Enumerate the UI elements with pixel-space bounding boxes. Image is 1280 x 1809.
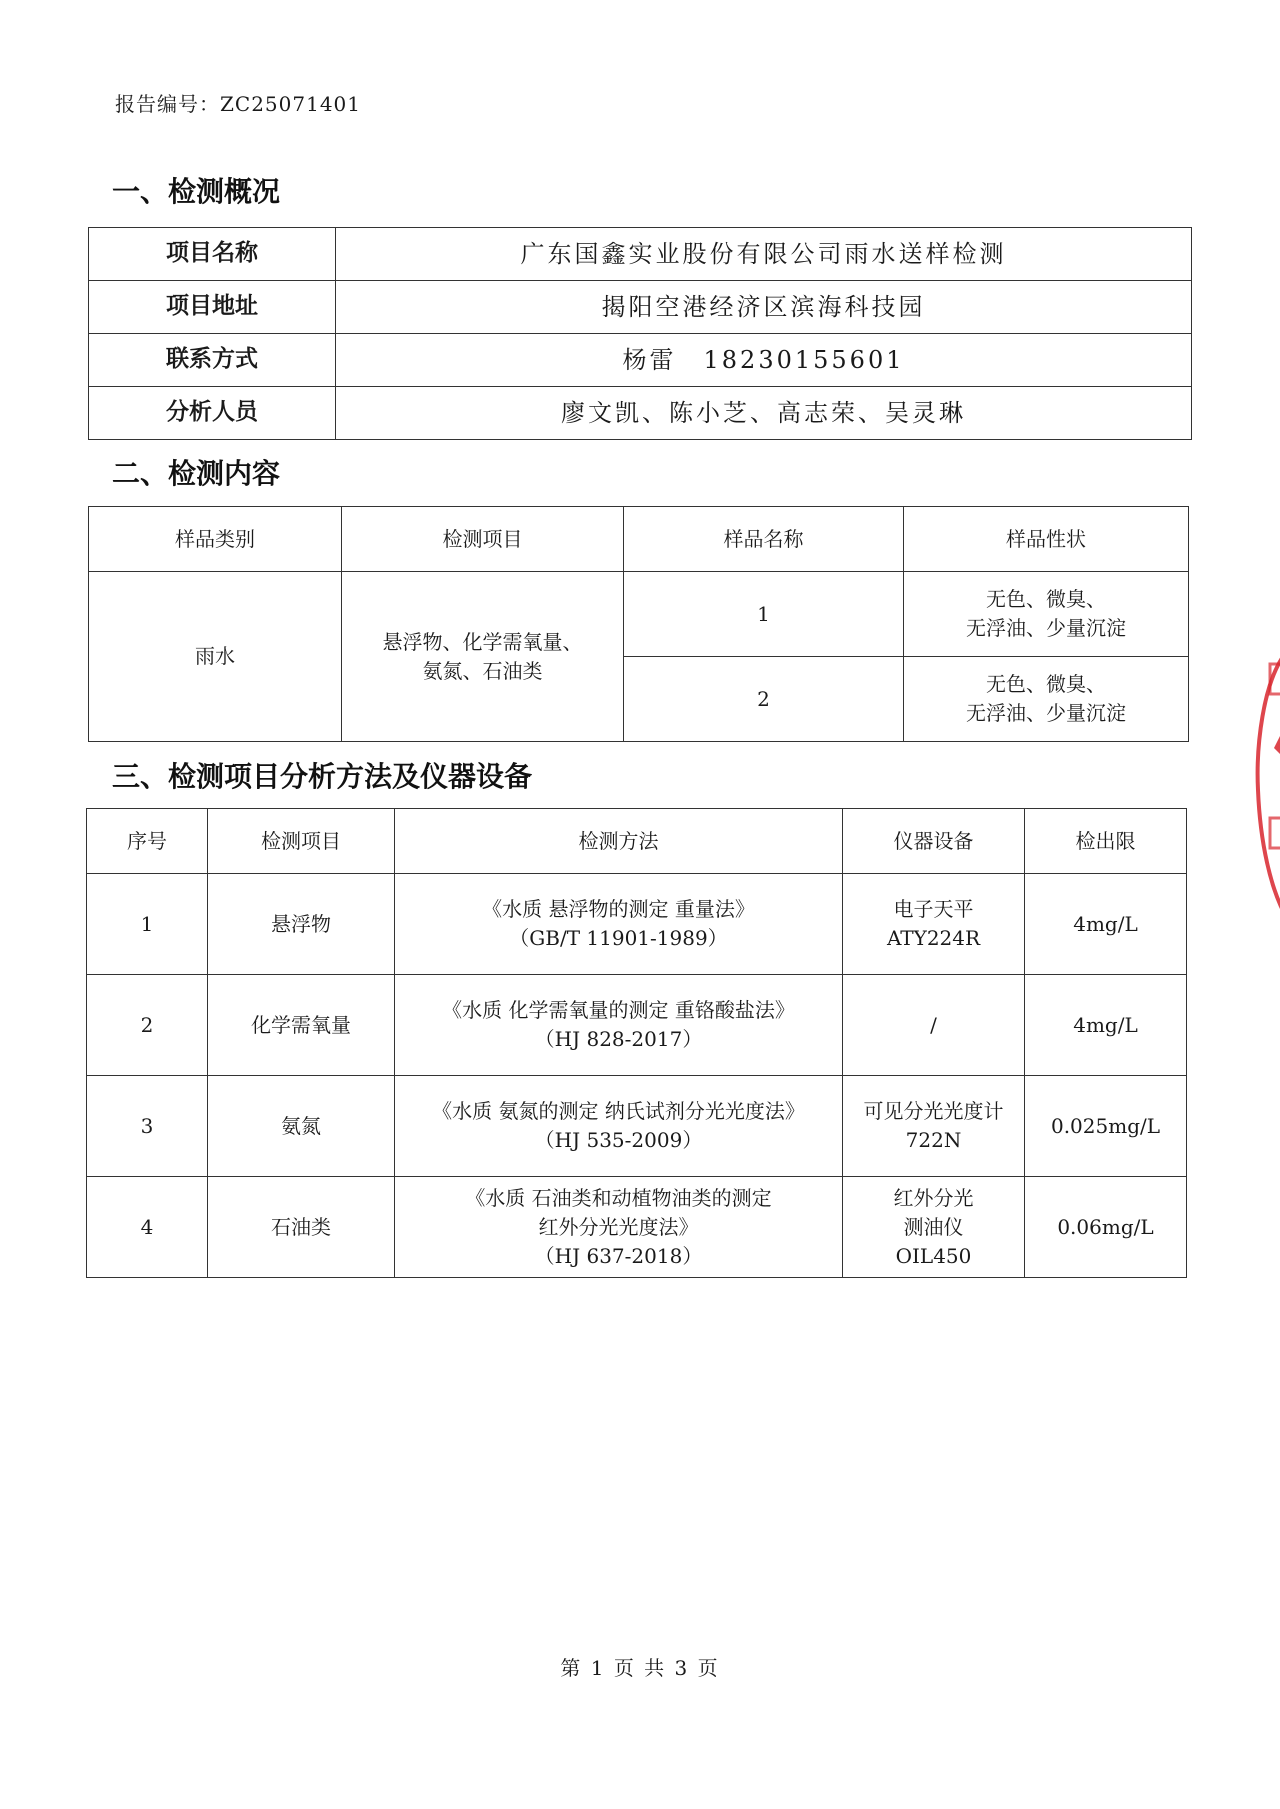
equipment-line: 可见分光光度计 <box>863 1099 1004 1123</box>
overview-label: 项目地址 <box>89 281 336 334</box>
sample-name: 2 <box>624 657 904 742</box>
overview-table <box>88 227 1192 440</box>
equipment-line: ATY224R <box>886 926 981 950</box>
table-row <box>89 387 1192 440</box>
table-row <box>87 1177 1187 1278</box>
overview-value: 杨雷 18230155601 <box>336 334 1192 387</box>
table-row <box>87 1076 1187 1177</box>
column-header: 序号 <box>87 809 208 874</box>
equipment-line: / <box>930 1012 937 1037</box>
table-row <box>89 228 1192 281</box>
section-title-overview: 一、检测概况 <box>112 175 281 208</box>
test-items-line: 氨氮、石油类 <box>422 658 543 683</box>
table-row <box>89 281 1192 334</box>
method-line: 《水质 氨氮的测定 纳氏试剂分光光度法》 <box>432 1099 805 1123</box>
column-header: 样品性状 <box>904 507 1189 572</box>
method-line: 红外分光光度法》 <box>538 1214 699 1239</box>
method-line: （GB/T 11901-1989） <box>509 926 728 950</box>
sample-properties-line: 无色、微臭、 <box>986 587 1106 611</box>
overview-value: 揭阳空港经济区滨海科技园 <box>336 281 1192 334</box>
test-item: 悬浮物 <box>208 874 395 975</box>
detection-limit: 0.06mg/L <box>1025 1177 1187 1278</box>
table-header-row <box>87 809 1187 874</box>
sample-properties-line: 无色、微臭、 <box>986 672 1106 696</box>
test-item: 氨氮 <box>208 1076 395 1177</box>
overview-value: 廖文凯、陈小芝、高志荣、吴灵琳 <box>336 387 1192 440</box>
test-method <box>395 874 843 975</box>
test-item: 化学需氧量 <box>208 975 395 1076</box>
column-header: 检测项目 <box>342 507 624 572</box>
method-line: 《水质 石油类和动植物油类的测定 <box>465 1185 772 1210</box>
table-header-row <box>89 507 1189 572</box>
overview-label: 项目名称 <box>89 228 336 281</box>
equipment-line: OIL450 <box>895 1243 972 1268</box>
detection-limit: 4mg/L <box>1025 975 1187 1076</box>
test-item: 石油类 <box>208 1177 395 1278</box>
column-header: 样品类别 <box>89 507 342 572</box>
test-method <box>395 1076 843 1177</box>
sample-name: 1 <box>624 572 904 657</box>
column-header: 检出限 <box>1025 809 1187 874</box>
table-row <box>87 975 1187 1076</box>
overview-label: 分析人员 <box>89 387 336 440</box>
method-line: （HJ 637-2018） <box>534 1243 703 1268</box>
partial-seal-stamp <box>1248 640 1280 930</box>
sample-properties <box>904 657 1189 742</box>
row-number: 3 <box>87 1076 208 1177</box>
table-row <box>89 572 1189 657</box>
sample-properties <box>904 572 1189 657</box>
equipment-line: 电子天平 <box>893 897 974 921</box>
section-title-content: 二、检测内容 <box>112 457 281 490</box>
equipment <box>843 1076 1025 1177</box>
table-row <box>89 334 1192 387</box>
equipment <box>843 975 1025 1076</box>
detection-limit: 4mg/L <box>1025 874 1187 975</box>
method-line: （HJ 828-2017） <box>534 1027 703 1051</box>
equipment-line: 测油仪 <box>903 1214 964 1239</box>
row-number: 4 <box>87 1177 208 1278</box>
test-method <box>395 1177 843 1278</box>
page-number: 第 1 页 共 3 页 <box>560 1656 720 1680</box>
column-header: 样品名称 <box>624 507 904 572</box>
method-line: （HJ 535-2009） <box>534 1128 703 1152</box>
equipment <box>843 874 1025 975</box>
row-number: 1 <box>87 874 208 975</box>
equipment-line: 722N <box>905 1128 962 1152</box>
test-items <box>342 572 624 742</box>
row-number: 2 <box>87 975 208 1076</box>
sample-properties-line: 无浮油、少量沉淀 <box>966 616 1126 640</box>
detection-limit: 0.025mg/L <box>1025 1076 1187 1177</box>
method-line: 《水质 化学需氧量的测定 重铬酸盐法》 <box>442 998 795 1022</box>
report-number: 报告编号：ZC25071401 <box>115 92 361 116</box>
overview-value: 广东国鑫实业股份有限公司雨水送样检测 <box>336 228 1192 281</box>
table-row <box>87 874 1187 975</box>
equipment <box>843 1177 1025 1278</box>
equipment-line: 红外分光 <box>893 1185 974 1210</box>
overview-label: 联系方式 <box>89 334 336 387</box>
content-table <box>88 506 1189 742</box>
sample-category: 雨水 <box>89 572 342 742</box>
sample-properties-line: 无浮油、少量沉淀 <box>966 701 1126 725</box>
section-title-methods: 三、检测项目分析方法及仪器设备 <box>112 760 533 793</box>
test-items-line: 悬浮物、化学需氧量、 <box>382 629 583 654</box>
methods-table <box>86 808 1187 1278</box>
column-header: 检测项目 <box>208 809 395 874</box>
column-header: 检测方法 <box>395 809 843 874</box>
column-header: 仪器设备 <box>843 809 1025 874</box>
test-method <box>395 975 843 1076</box>
method-line: 《水质 悬浮物的测定 重量法》 <box>482 897 755 921</box>
